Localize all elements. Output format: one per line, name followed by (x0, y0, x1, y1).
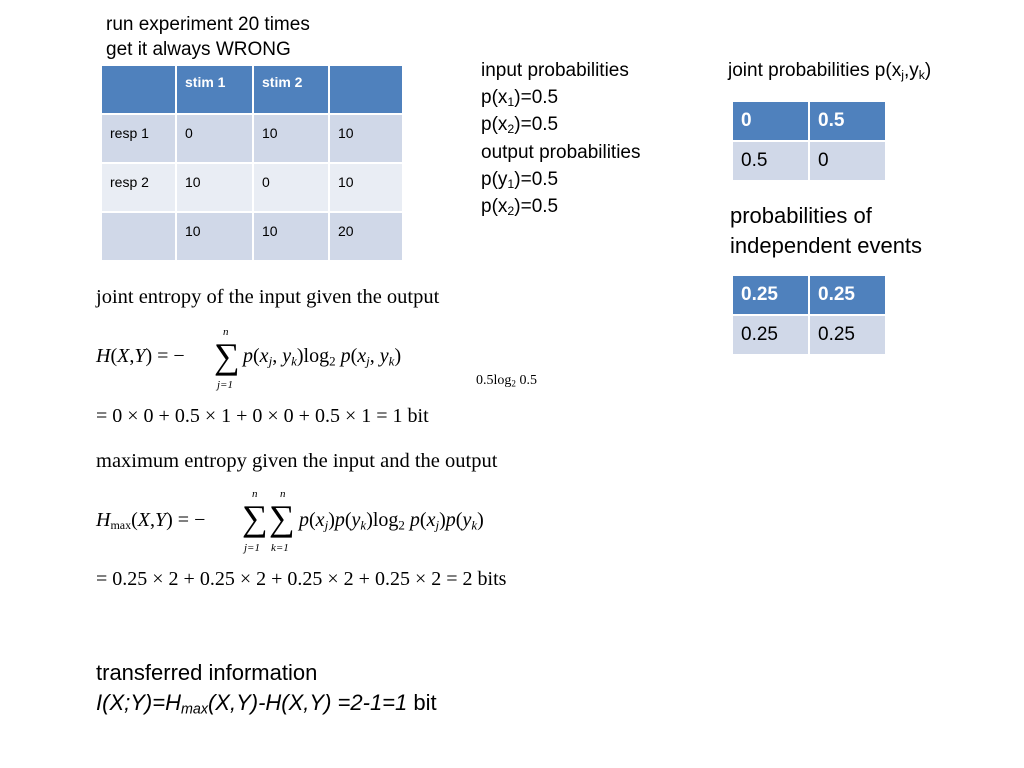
table-cell: 0.25 (809, 315, 886, 355)
table-cell: 10 (253, 114, 329, 163)
table-cell: 20 (329, 212, 403, 261)
independent-events-table (731, 274, 887, 356)
table-cell: 0 (176, 114, 253, 163)
table-cell: resp 2 (101, 163, 176, 212)
px2-line: $p(x_2)=0.5$ (481, 114, 559, 137)
input-probabilities-title: input probabilities (481, 60, 629, 81)
joint-probabilities-table (731, 100, 887, 182)
table-cell: 10 (329, 114, 403, 163)
table-row (732, 315, 886, 355)
sum-lower-limit: k=1 (271, 542, 289, 554)
max-entropy-title: maximum entropy given the input and the output (96, 450, 498, 472)
sum-upper-limit: n (252, 488, 258, 500)
transferred-title: transferred information (96, 660, 318, 685)
transferred-information (96, 658, 437, 718)
table-cell: 10 (176, 212, 253, 261)
sigma-symbol: ∑ (269, 498, 295, 538)
joint-probabilities-title: joint probabilities $p(x_j,y_k)$ (728, 60, 932, 83)
table-cell: 0 (809, 141, 886, 181)
joint-entropy-body: $p(x_j$, $y_k)\log_2$ $p(x_j$, $y_k$) (243, 345, 402, 369)
table-cell: 10 (329, 163, 403, 212)
header-line-2: get it always WRONG (106, 39, 291, 60)
sum-upper-limit: n (280, 488, 286, 500)
table-cell: 0 (253, 163, 329, 212)
max-entropy-body: $p(x_j)p(y_k)\log_2$ $p(x_j)p(y_k)$ (299, 509, 484, 533)
max-entropy-lhs: $H_{max}(X,Y)$ = − (96, 509, 206, 532)
joint-entropy-lhs: H(X,Y) = − (96, 345, 185, 367)
sum-lower-limit: j=1 (244, 542, 260, 554)
table-cell: resp 1 (101, 114, 176, 163)
table-row (101, 163, 403, 212)
table-row (101, 212, 403, 261)
sum-lower-limit: j=1 (217, 379, 233, 391)
joint-entropy-title: joint entropy of the input given the output (96, 286, 440, 308)
table-cell: 0.25 (732, 275, 809, 315)
table-cell: 10 (253, 212, 329, 261)
transferred-formula: $I(X;Y)=H_{max}(X,Y)-H(X,Y) =2-1=1$ bit (96, 690, 437, 718)
px1-line: $p(x_1)=0.5$ (481, 87, 559, 110)
stim-response-table (100, 64, 404, 262)
table-header-cell (329, 65, 403, 114)
table-header-row (101, 65, 403, 114)
table-cell: 0.5 (732, 141, 809, 181)
table-header-cell: stim 2 (253, 65, 329, 114)
table-cell: 0.25 (732, 315, 809, 355)
max-entropy-formula (96, 488, 596, 560)
header-line-1: run experiment 20 times (106, 14, 310, 35)
sum-upper-limit: n (223, 326, 229, 338)
table-cell: 0.5 (809, 101, 886, 141)
log-annotation: $0.5\log_2$ 0.5 (476, 373, 537, 389)
max-entropy-result: = 0.25 × 2 + 0.25 × 2 + 0.25 × 2 + 0.25 × 2 = 2 bits (96, 568, 507, 590)
py1-line: $p(y_1)=0.5$ (481, 168, 559, 191)
sigma-symbol: ∑ (214, 336, 240, 376)
table-header-cell: stim 1 (176, 65, 253, 114)
table-row (732, 101, 886, 141)
independent-title-line-2: independent events (730, 233, 923, 258)
table-row (101, 114, 403, 163)
table-header-cell (101, 65, 176, 114)
table-cell (101, 212, 176, 261)
table-cell: 0.25 (809, 275, 886, 315)
table-row (732, 141, 886, 181)
header-note (106, 12, 310, 62)
output-probabilities-title: output probabilities (481, 141, 641, 163)
sigma-symbol: ∑ (242, 498, 268, 538)
table-row (732, 275, 886, 315)
independent-events-title (730, 201, 922, 261)
py2-line: $p(x_2)=0.5$ (481, 196, 559, 219)
table-cell: 0 (732, 101, 809, 141)
table-cell: 10 (176, 163, 253, 212)
joint-entropy-result: = 0 × 0 + 0.5 × 1 + 0 × 0 + 0.5 × 1 = 1 bit (96, 405, 429, 427)
probabilities-block (481, 57, 641, 220)
independent-title-line-1: probabilities of (730, 203, 872, 228)
